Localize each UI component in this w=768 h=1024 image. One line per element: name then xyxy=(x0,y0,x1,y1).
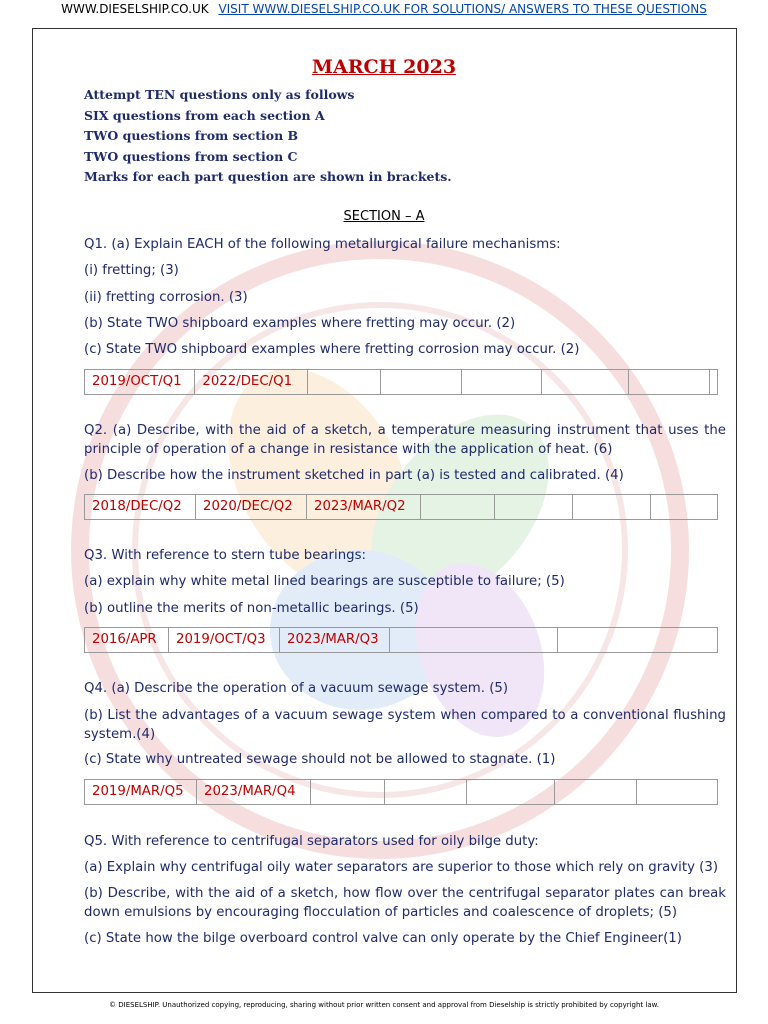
reference-cell xyxy=(573,495,651,519)
reference-cell: 2019/MAR/Q5 xyxy=(85,780,197,804)
q5-line: (c) State how the bilge overboard control valve can only operate by the Chief Engineer(1) xyxy=(84,931,682,946)
q3-reference-table xyxy=(84,627,718,653)
q1-line: (i) fretting; (3) xyxy=(84,263,179,278)
reference-cell xyxy=(651,495,717,519)
reference-cell: 2019/OCT/Q1 xyxy=(85,370,195,394)
q3-line: (a) explain why white metal lined bearings are susceptible to failure; (5) xyxy=(84,574,565,589)
top-header xyxy=(0,0,768,18)
q2-line: (b) Describe how the instrument sketched in part (a) is tested and calibrated. (4) xyxy=(84,468,624,483)
reference-cell xyxy=(542,370,629,394)
exam-instructions xyxy=(84,85,684,188)
instruction-line: Attempt TEN questions only as follows xyxy=(84,87,355,102)
q3-line: Q3. With reference to stern tube bearings: xyxy=(84,548,366,563)
q5-line: (a) Explain why centrifugal oily water separators are superior to those which rely on gravity (3) xyxy=(84,860,719,875)
reference-cell xyxy=(462,370,543,394)
section-heading: SECTION – A xyxy=(343,209,425,224)
instruction-line: TWO questions from section B xyxy=(84,128,299,144)
q5-line: (b) Describe, with the aid of a sketch, how flow over the centrifugal separator plates can break down emulsions by encouraging flocculation of particles and coalescence of droplets; (5) xyxy=(84,886,726,920)
q1-line: (c) State TWO shipboard examples where fretting corrosion may occur. (2) xyxy=(84,342,580,357)
reference-cell xyxy=(390,628,558,652)
reference-cell xyxy=(467,780,555,804)
reference-cell xyxy=(555,780,637,804)
q4-line: (b) List the advantages of a vacuum sewage system when compared to a conventional flushing system.(4) xyxy=(84,708,726,742)
reference-cell xyxy=(710,370,717,394)
reference-cell xyxy=(311,780,385,804)
q4-line: Q4. (a) Describe the operation of a vacuum sewage system. (5) xyxy=(84,681,509,696)
q1-line: (b) State TWO shipboard examples where fretting may occur. (2) xyxy=(84,316,516,331)
solutions-link[interactable]: VISIT WWW.DIESELSHIP.CO.UK FOR SOLUTIONS/ ANSWERS TO THESE QUESTIONS xyxy=(218,2,707,16)
reference-cell: 2016/APR xyxy=(85,628,169,652)
reference-cell xyxy=(308,370,381,394)
reference-cell xyxy=(495,495,573,519)
reference-cell: 2023/MAR/Q2 xyxy=(307,495,421,519)
copyright-footer: © DIESELSHIP. Unauthorized copying, reproducing, sharing without prior written consent and approval from Dieselship is strictly prohibited by copyright law. xyxy=(109,1001,659,1009)
reference-cell: 2023/MAR/Q3 xyxy=(280,628,390,652)
reference-cell xyxy=(637,780,717,804)
q3-line: (b) outline the merits of non-metallic bearings. (5) xyxy=(84,601,419,616)
q1-line: (ii) fretting corrosion. (3) xyxy=(84,290,248,305)
reference-cell xyxy=(385,780,467,804)
instruction-line: TWO questions from section C xyxy=(84,148,298,164)
q1-reference-table xyxy=(84,369,718,395)
reference-cell: 2022/DEC/Q1 xyxy=(195,370,307,394)
reference-cell xyxy=(381,370,462,394)
q2-reference-table xyxy=(84,494,718,520)
reference-cell xyxy=(558,628,717,652)
instruction-line: SIX questions from each section A xyxy=(84,107,325,123)
reference-cell xyxy=(421,495,495,519)
instruction-line: Marks for each part question are shown in brackets. xyxy=(84,169,452,185)
reference-cell: 2023/MAR/Q4 xyxy=(197,780,311,804)
reference-cell: 2018/DEC/Q2 xyxy=(85,495,196,519)
q4-reference-table xyxy=(84,779,718,805)
page-title: MARCH 2023 xyxy=(311,56,457,78)
q5-line: Q5. With reference to centrifugal separators used for oily bilge duty: xyxy=(84,834,539,849)
q2-line: Q2. (a) Describe, with the aid of a sketch, a temperature measuring instrument that uses the principle of operation of a change in resistance with the application of heat. (6) xyxy=(84,423,726,457)
reference-cell: 2019/OCT/Q3 xyxy=(169,628,280,652)
q1-line: Q1. (a) Explain EACH of the following metallurgical failure mechanisms: xyxy=(84,237,561,252)
reference-cell xyxy=(629,370,710,394)
reference-cell: 2020/DEC/Q2 xyxy=(196,495,307,519)
q4-line: (c) State why untreated sewage should not be allowed to stagnate. (1) xyxy=(84,752,556,767)
site-name: WWW.DIESELSHIP.CO.UK xyxy=(61,2,209,16)
